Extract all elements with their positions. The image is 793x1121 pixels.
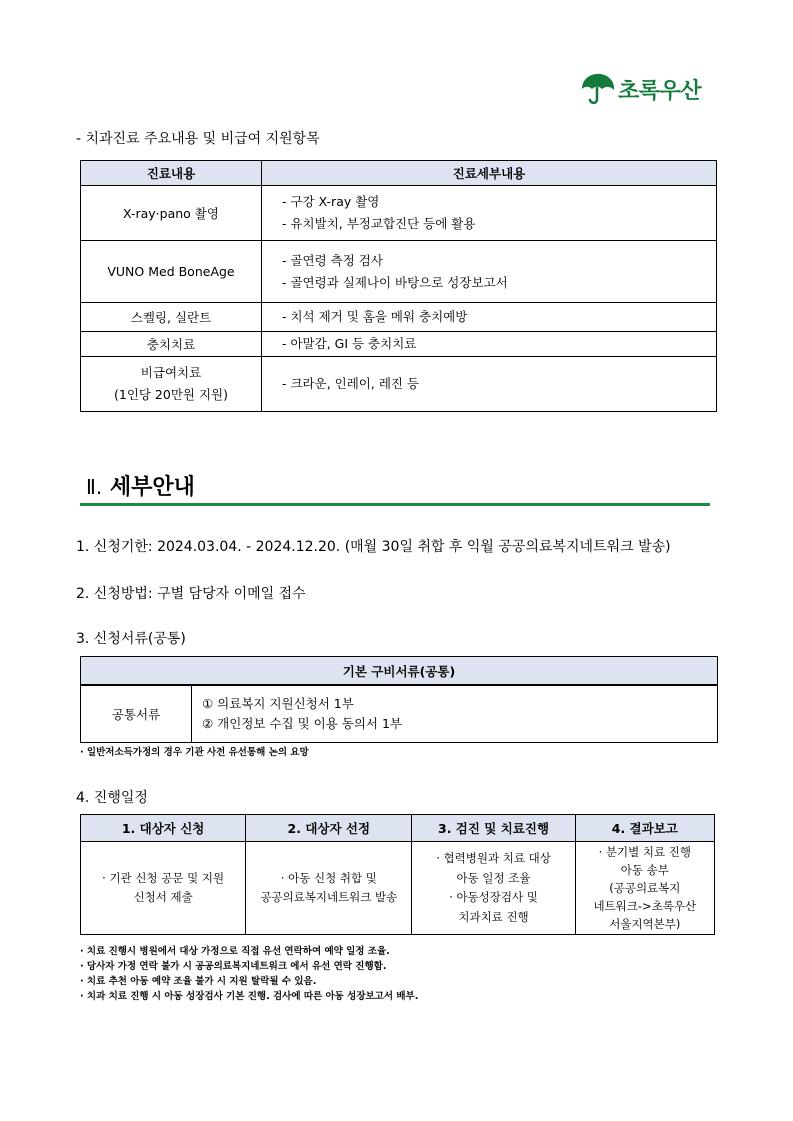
item-documents: 3. 신청서류(공통) bbox=[76, 631, 186, 647]
schedule-line: 네트워크->초록우산 bbox=[593, 899, 697, 913]
treatment-details bbox=[262, 357, 717, 412]
schedule-line: 신청서 제출 bbox=[133, 890, 193, 904]
treatment-details bbox=[262, 186, 717, 241]
section-number: Ⅱ. bbox=[86, 475, 103, 499]
table-row bbox=[81, 332, 717, 357]
schedule-line: · 협력병원과 치료 대상 bbox=[436, 851, 551, 865]
schedule-line: · 기관 신청 공문 및 지원 bbox=[102, 870, 225, 885]
schedule-table bbox=[80, 814, 715, 935]
logo-text: 초록우산 bbox=[618, 78, 702, 104]
schedule-cell bbox=[575, 842, 714, 935]
document-item: ② 개인정보 수집 및 이용 동의서 1부 bbox=[202, 715, 402, 731]
treatment-name bbox=[81, 357, 262, 412]
detail-line: - 구강 X-ray 촬영 bbox=[282, 194, 380, 209]
documents-note: · 일반저소득가정의 경우 기관 사전 유선통해 논의 요망 bbox=[80, 747, 309, 758]
treatment-details bbox=[262, 241, 717, 303]
table-header: 2. 대상자 선정 bbox=[246, 815, 412, 842]
item-schedule: 4. 진행일정 bbox=[76, 790, 148, 806]
table-row bbox=[81, 685, 718, 742]
schedule-notes bbox=[80, 944, 418, 1004]
schedule-note: · 치료 진행시 병원에서 대상 가정으로 직접 유선 연락하여 예약 일정 조율. bbox=[80, 946, 390, 957]
schedule-note: · 당사자 가정 연락 불가 시 공공의료복지네트워크 에서 유선 연락 진행함. bbox=[80, 961, 387, 972]
detail-line: - 골연령과 실제나이 바탕으로 성장보고서 bbox=[282, 274, 508, 290]
treatment-details bbox=[262, 332, 717, 357]
schedule-line: (공공의료복지 bbox=[609, 881, 681, 895]
schedule-line: 공공의료복지네트워크 발송 bbox=[260, 890, 398, 904]
treatment-name: VUNO Med BoneAge bbox=[81, 241, 262, 303]
detail-line: - 치석 제거 및 홈을 메워 충치예방 bbox=[282, 309, 468, 324]
table-header: 1. 대상자 신청 bbox=[81, 815, 246, 842]
schedule-line: 서울지역본부) bbox=[609, 917, 681, 931]
item-method: 2. 신청방법: 구별 담당자 이메일 접수 bbox=[76, 586, 306, 602]
section-heading-title: 세부안내 bbox=[109, 475, 195, 500]
logo bbox=[580, 72, 701, 106]
table-header: 진료내용 bbox=[81, 161, 262, 186]
table-row bbox=[81, 303, 717, 332]
treatment-name-line: (1인당 20만원 지원) bbox=[113, 387, 228, 402]
schedule-cell bbox=[81, 842, 246, 935]
treatment-details bbox=[262, 303, 717, 332]
schedule-line: · 아동 신청 취합 및 bbox=[280, 870, 377, 885]
section-title: - 치과진료 주요내용 및 비급여 지원항목 bbox=[76, 131, 320, 147]
detail-line: - 아말감, GI 등 충치치료 bbox=[282, 336, 417, 351]
table-header: 진료세부내용 bbox=[262, 161, 717, 186]
treatment-name: 충치치료 bbox=[81, 332, 262, 357]
schedule-line: 아동 송부 bbox=[620, 863, 669, 877]
treatment-name: X-ray·pano 촬영 bbox=[81, 186, 262, 241]
table-header: 4. 결과보고 bbox=[575, 815, 714, 842]
schedule-cell bbox=[246, 842, 412, 935]
detail-line: - 크라운, 인레이, 레진 등 bbox=[282, 376, 420, 391]
schedule-note: · 치료 추천 아동 예약 조율 불가 시 지원 탈락될 수 있음. bbox=[80, 976, 317, 987]
treatment-table bbox=[80, 160, 717, 412]
section-heading bbox=[86, 470, 195, 501]
detail-line: - 유치발치, 부정교합진단 등에 활용 bbox=[282, 216, 476, 231]
detail-line: - 골연령 측정 검사 bbox=[282, 252, 383, 268]
schedule-cell bbox=[412, 842, 575, 935]
table-row bbox=[81, 357, 717, 412]
schedule-line: 치과치료 진행 bbox=[458, 909, 529, 924]
table-row bbox=[81, 186, 717, 241]
documents-items bbox=[192, 685, 718, 742]
documents-label: 공통서류 bbox=[81, 685, 192, 742]
section-divider bbox=[80, 503, 710, 506]
document-item: ① 의료복지 지원신청서 1부 bbox=[202, 695, 354, 711]
table-row bbox=[81, 241, 717, 303]
umbrella-leaf-icon bbox=[580, 72, 616, 106]
item-deadline: 1. 신청기한: 2024.03.04. - 2024.12.20. (매월 30일 취합 후 익월 공공의료복지네트워크 발송) bbox=[76, 539, 671, 555]
documents-table bbox=[80, 656, 718, 743]
schedule-note: · 치과 치료 진행 시 아동 성장검사 기본 진행. 검사에 따른 아동 성장보고서 배부. bbox=[80, 991, 419, 1002]
table-row bbox=[81, 842, 715, 935]
schedule-line: 아동 일정 조율 bbox=[456, 870, 531, 885]
table-header: 3. 검진 및 치료진행 bbox=[412, 815, 575, 842]
schedule-line: · 분기별 치료 진행 bbox=[598, 845, 691, 859]
table-header: 기본 구비서류(공통) bbox=[81, 657, 718, 686]
schedule-line: · 아동성장검사 및 bbox=[449, 890, 538, 904]
treatment-name-line: 비급여치료 bbox=[140, 365, 202, 380]
treatment-name: 스켈링, 실란트 bbox=[81, 303, 262, 332]
